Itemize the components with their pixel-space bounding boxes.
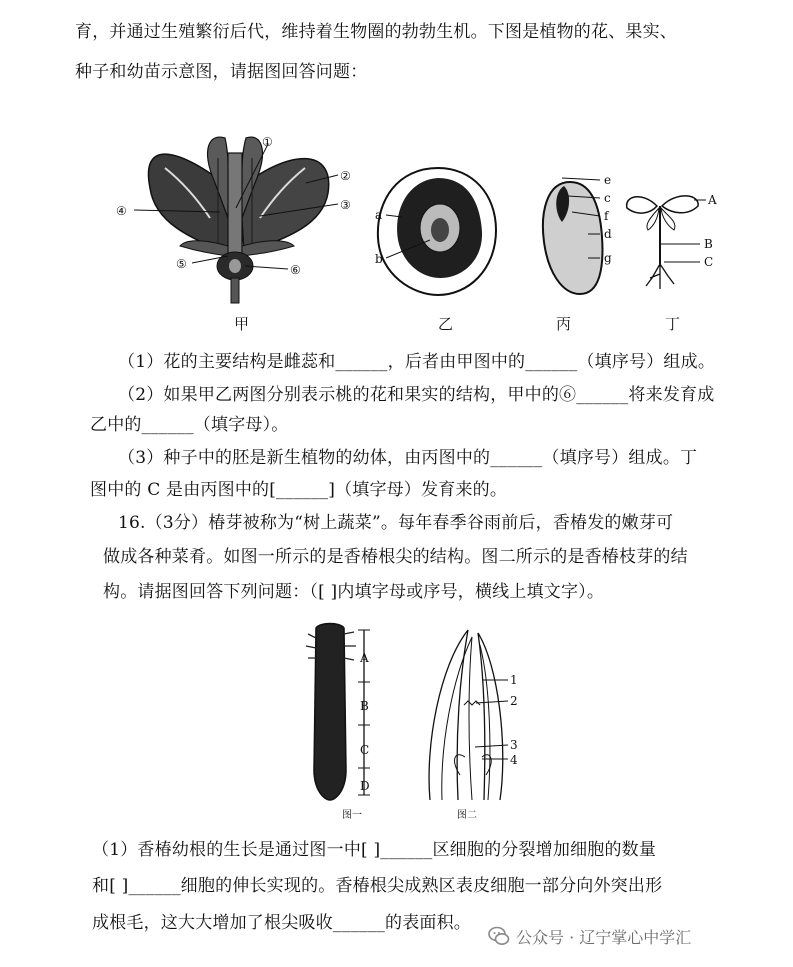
root-label-A: A bbox=[360, 651, 369, 665]
flower-label-5: ⑤ bbox=[176, 257, 187, 271]
question-2-line-1: （2）如果甲乙两图分别表示桃的花和果实的结构，甲中的⑥______将来发育成 bbox=[118, 385, 715, 405]
bud-label-2: 2 bbox=[510, 694, 518, 708]
fruit-label-b: b bbox=[375, 252, 383, 266]
fruit-figure bbox=[368, 160, 503, 300]
question-3-line-1: （3）种子中的胚是新生植物的幼体，由丙图中的______（填序号）组成。丁 bbox=[118, 448, 698, 468]
caption-fig1: 图一 bbox=[342, 810, 362, 821]
bud-label-4: 4 bbox=[510, 753, 518, 767]
flower-label-1: ① bbox=[262, 135, 273, 149]
caption-fig2: 图二 bbox=[457, 810, 477, 821]
seedling-label-A: A bbox=[708, 193, 717, 207]
intro-line-1: 育，并通过生殖繁衍后代，维持着生物圈的勃勃生机。下图是植物的花、果实、 bbox=[75, 22, 677, 42]
seed-label-f: f bbox=[604, 209, 609, 223]
question-2-line-2: 乙中的______（填字母）。 bbox=[90, 415, 289, 435]
seedling-label-C: C bbox=[704, 255, 714, 269]
bud-label-3: 3 bbox=[510, 738, 518, 752]
flower-label-6: ⑥ bbox=[290, 263, 301, 277]
root-label-D: D bbox=[360, 779, 370, 793]
seed-label-e: e bbox=[604, 173, 612, 187]
problem-16-line-2: 做成各种菜肴。如图一所示的是香椿根尖的结构。图二所示的是香椿枝芽的结 bbox=[103, 547, 688, 567]
seed-label-g: g bbox=[604, 251, 612, 265]
bud-label-1: 1 bbox=[510, 673, 518, 687]
flower-label-2: ② bbox=[340, 169, 351, 183]
root-tip-figure bbox=[300, 620, 385, 805]
answer-1-line-1: （1）香椿幼根的生长是通过图一中[ ]______区细胞的分裂增加细胞的数量 bbox=[92, 840, 657, 860]
seed-figure bbox=[532, 172, 627, 302]
caption-bing: 丙 bbox=[556, 315, 572, 333]
root-label-C: C bbox=[360, 743, 370, 757]
bud-figure bbox=[420, 625, 530, 805]
answer-1-line-3: 成根毛，这大大增加了根尖吸收______的表面积。 bbox=[92, 913, 471, 933]
question-1: （1）花的主要结构是雌蕊和______，后者由甲图中的______（填序号）组成。 bbox=[118, 352, 716, 372]
question-3-line-2: 图中的 C 是由丙图中的[______]（填字母）发育来的。 bbox=[90, 480, 508, 500]
fruit-label-a: a bbox=[375, 208, 383, 222]
root-label-B: B bbox=[360, 699, 369, 713]
seed-label-d: d bbox=[604, 227, 612, 241]
seed-label-c: c bbox=[604, 191, 611, 205]
answer-1-line-2: 和[ ]______细胞的伸长实现的。香椿根尖成熟区表皮细胞一部分向外突出形 bbox=[92, 876, 663, 896]
problem-16-line-1: 16.（3分）椿芽被称为“树上蔬菜”。每年春季谷雨前后，香椿发的嫩芽可 bbox=[118, 513, 674, 533]
seedling-figure bbox=[622, 186, 722, 304]
flower-label-4: ④ bbox=[116, 204, 127, 218]
flower-label-3: ③ bbox=[340, 198, 351, 212]
flower-figure bbox=[110, 128, 360, 313]
seedling-label-B: B bbox=[704, 237, 713, 251]
caption-jia: 甲 bbox=[234, 315, 250, 333]
caption-ding: 丁 bbox=[665, 315, 681, 333]
watermark-text: 公众号 · 辽宁掌心中学汇 bbox=[516, 927, 692, 947]
caption-yi: 乙 bbox=[438, 315, 454, 333]
problem-16-line-3: 构。请据图回答下列问题：（[ ]内填字母或序号，横线上填文字）。 bbox=[103, 582, 605, 602]
intro-line-2: 种子和幼苗示意图，请据图回答问题： bbox=[75, 62, 368, 82]
wechat-icon bbox=[488, 925, 510, 947]
watermark bbox=[488, 923, 691, 949]
